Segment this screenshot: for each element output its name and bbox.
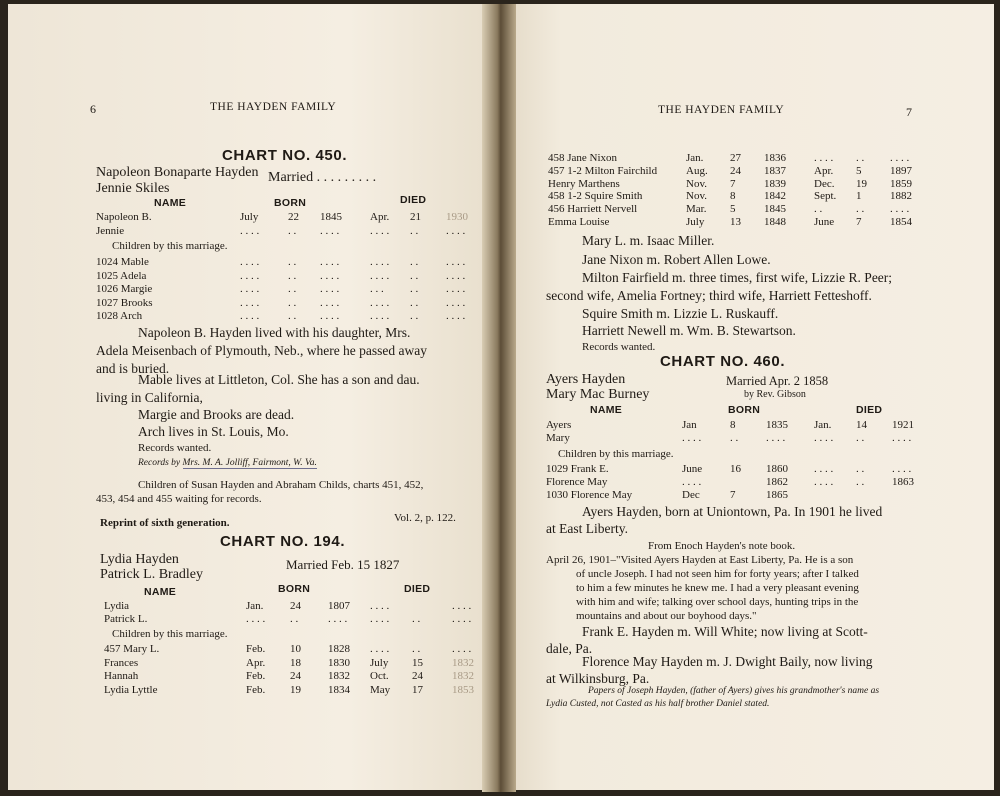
paragraph: Ayers Hayden, born at Uniontown, Pa. In 1901 he lived [582,504,883,519]
cell-dd: 5 [856,164,862,177]
cell-name: Florence May [546,476,608,488]
left-page [8,4,494,790]
cell-dm: . . . . [370,269,390,282]
cell-name: Frances [104,656,139,669]
cell-bm: Jan. [246,600,264,612]
cell-dm: . . . . [370,600,390,612]
quote-line: with him and wife; talking over school days, hunting trips in the [576,596,859,608]
cell-bd: 18 [290,656,301,669]
cell-dm: June [814,216,835,228]
cell-bd: 7 [730,489,736,501]
page-number-left: 6 [90,102,96,116]
col-name-header: NAME [154,197,187,209]
cell-dy: . . . . [452,613,472,625]
records-wanted: Records wanted. [138,442,212,454]
cell-by: 1807 [328,600,350,612]
cell-bd: 8 [730,190,736,203]
paragraph: Mable lives at Littleton, Col. She has a son and dau. [138,372,420,387]
cell-dy: 1859 [890,177,912,190]
cell-dd: . . [856,463,865,475]
cell-dd: 14 [856,419,867,431]
cell-by: . . . . [328,613,348,625]
chart-450-wife: Jennie Skiles [96,181,170,196]
cell-dd: . . [410,256,419,268]
cell-by: 1832 [328,670,350,682]
cell-dy: . . . . [446,283,466,295]
cell-by: . . . . [766,432,786,444]
cell-name: Henry Marthens [548,177,620,190]
cell-dy: 1832 [452,670,474,682]
cell-dm: . . . . [370,296,390,309]
cell-by: . . . . [320,225,340,237]
cell-dd: . . [410,225,419,237]
cell-bm: Jan. [686,152,704,164]
cell-by: 1848 [764,216,786,228]
cell-dy: 1832 [452,656,474,669]
paragraph: Mary L. m. Isaac Miller. [582,233,715,248]
cell-bd: 27 [730,152,741,164]
cell-bm: Mar. [686,203,707,216]
cell-dd: . . [856,152,865,164]
chart-460-officiant: by Rev. Gibson [744,389,806,400]
cell-dd: 15 [412,656,423,669]
chart-460-husband: Ayers Hayden [546,372,626,387]
volume-reference: Vol. 2, p. 122. [394,512,456,524]
cell-dy: . . . . [446,225,466,237]
cell-bd: . . [730,432,739,444]
cell-dy: . . . . [446,296,466,309]
cell-bd: 19 [290,683,301,696]
cell-by: 1835 [766,419,788,431]
cell-by: 1842 [764,190,786,203]
cell-dm: Jan. [814,419,832,431]
paragraph: Harriett Newell m. Wm. B. Stewartson. [582,323,796,338]
cell-bm: . . . . [240,256,260,268]
quote-line: of uncle Joseph. I had not seen him for forty years; after I talked [576,568,859,580]
cell-dd: . . [410,296,419,309]
chart-450-husband: Napoleon Bonaparte Hayden [96,165,259,180]
cell-bm: Dec [682,489,700,501]
cell-name: 1027 Brooks [96,296,153,309]
cell-name: 1030 Florence May [546,489,633,501]
cell-by: 1837 [764,164,786,177]
cell-dy: 1853 [452,683,474,696]
cell-bm: . . . . [240,310,260,322]
cell-name: 456 Harriett Nervell [548,203,638,216]
cell-bm: . . . . [682,432,702,444]
cell-name: 1026 Margie [96,283,153,295]
cell-by: . . . . [320,310,340,322]
chart-194-wife: Patrick L. Bradley [100,567,204,582]
cell-dd: 24 [412,670,423,682]
cell-by: 1860 [766,463,788,475]
cell-name: Jennie [96,225,125,237]
col-name-header: NAME [144,586,177,598]
cell-name: Ayers [546,419,572,431]
cell-dy: . . . . [890,203,910,216]
cell-by: . . . . [320,283,340,295]
note-line: Children of Susan Hayden and Abraham Childs, charts 451, 452, [138,479,424,491]
cell-dm: July [370,656,389,669]
cell-dd: . . [856,203,865,216]
chart-194-married: Married Feb. 15 1827 [286,557,400,572]
cell-bm: July [240,211,259,223]
cell-dd: 7 [856,216,862,228]
cell-bd: . . [288,310,297,322]
cell-dy: . . . . [892,432,912,444]
quote-line: mountains and about our boyhood days." [576,610,757,622]
cell-name: Lydia Lyttle [104,683,158,696]
cell-dy: 1930 [446,211,468,223]
children-label: Children by this marriage. [112,240,228,252]
cell-name: 458 Jane Nixon [548,152,618,164]
cell-bm: . . . . [240,225,260,237]
cell-name: 457 1-2 Milton Fairchild [548,164,658,177]
cell-dd: 1 [856,190,862,203]
cell-bm: July [686,216,705,228]
paragraph: dale, Pa. [546,641,593,656]
cell-by: 1830 [328,656,350,669]
cell-dy: 1921 [892,419,914,431]
cell-bm: . . . . [240,269,260,282]
paragraph: second wife, Amelia Fortney; third wife, Harriett Fetteshoff. [546,288,872,303]
cell-bd: 5 [730,203,736,216]
cell-dd: 17 [412,683,423,696]
paragraph: Squire Smith m. Lizzie L. Ruskauff. [582,306,779,321]
cell-dm: Apr. [370,211,390,223]
paragraph: at East Liberty. [546,521,628,536]
cell-dd: . . [856,432,865,444]
cell-dy: 1854 [890,216,912,228]
cell-by: . . . . [320,269,340,282]
chart-194-title: CHART NO. 194. [220,533,346,550]
cell-by: . . . . [320,256,340,268]
footnote: Papers of Joseph Hayden, (father of Ayers) gives his grandmother's name as [588,686,880,696]
cell-bd: 24 [290,600,301,612]
note-source: From Enoch Hayden's note book. [648,540,796,552]
cell-bd: . . [288,256,297,268]
cell-dy: . . . . [446,310,466,322]
col-died-header: DIED [400,194,427,206]
chart-194-husband: Lydia Hayden [100,552,179,567]
cell-dy: . . . . [452,643,472,655]
cell-dm: . . . . [814,152,834,164]
col-born-header: BORN [728,404,761,416]
paragraph: Margie and Brooks are dead. [138,407,295,422]
cell-dm: . . . . [370,310,390,322]
cell-dm: . . . [370,283,384,295]
cell-bd: 13 [730,216,741,228]
cell-name: 458 1-2 Squire Smith [548,190,643,203]
cell-dm: . . . . [370,613,390,625]
cell-bm: Feb. [246,643,266,655]
cell-bm: Nov. [686,190,707,203]
cell-bd: . . [288,296,297,309]
col-died-header: DIED [404,583,431,595]
col-born-header: BORN [278,583,311,595]
cell-dm: . . . . [370,256,390,268]
cell-bm: Nov. [686,177,707,190]
cell-bd: 8 [730,419,736,431]
quote-line: to him a few minutes he knew me. I had a very pleasant evening [576,582,859,594]
cell-dd: 21 [410,211,421,223]
cell-bm: Jan [682,419,697,431]
cell-bm: Aug. [686,164,708,177]
chart-450-married: Married . . . . . . . . . [268,170,377,185]
children-label: Children by this marriage. [558,448,674,460]
records-wanted: Records wanted. [582,341,656,353]
paragraph: Milton Fairfield m. three times, first wife, Lizzie R. Peer; [582,270,893,285]
cell-dd: . . [856,476,865,488]
reprint-label: Reprint of sixth generation. [100,517,230,529]
cell-dm: Apr. [814,164,834,177]
cell-by: 1836 [764,152,786,164]
cell-dd: . . [412,643,421,655]
cell-name: 457 Mary L. [104,643,160,655]
cell-by: 1845 [320,211,342,223]
chart-460-title: CHART NO. 460. [660,353,786,370]
col-name-header: NAME [590,404,623,416]
paragraph: Florence May Hayden m. J. Dwight Baily, now living [582,654,873,669]
cell-name: 1028 Arch [96,310,143,322]
children-label: Children by this marriage. [112,628,228,640]
running-head-right: THE HAYDEN FAMILY [658,104,785,116]
cell-name: 1025 Adela [96,269,147,282]
cell-dd: . . [410,310,419,322]
col-died-header: DIED [856,404,883,416]
cell-name: Emma Louise [548,216,610,228]
cell-dd: 19 [856,177,867,190]
cell-by: . . . . [320,296,340,309]
cell-dy: 1897 [890,164,912,177]
cell-name: Hannah [104,670,139,682]
paragraph: at Wilkinsburg, Pa. [546,671,650,686]
paragraph: Jane Nixon m. Robert Allen Lowe. [582,252,771,267]
chart-450-title: CHART NO. 450. [222,147,348,164]
paragraph: Adela Meisenbach of Plymouth, Neb., where he passed away [96,343,428,358]
cell-bm: Feb. [246,683,266,696]
cell-dy: . . . . [446,269,466,282]
cell-bd: 16 [730,463,741,475]
right-page [502,4,994,790]
cell-dy: . . . . [446,256,466,268]
running-head-left: THE HAYDEN FAMILY [210,101,337,113]
cell-bd: 22 [288,211,299,223]
chart-460-married: Married Apr. 2 1858 [726,374,829,388]
paragraph: Napoleon B. Hayden lived with his daughter, Mrs. [138,325,411,340]
cell-name: Napoleon B. [96,211,152,223]
cell-dy: 1863 [892,476,914,488]
cell-dm: . . . . [814,432,834,444]
note-line: 453, 454 and 455 waiting for records. [96,493,262,505]
cell-bm: Apr. [246,656,266,669]
cell-dm: Sept. [814,190,837,203]
page-number-right: 7 [906,105,912,119]
cell-bd: . . [288,225,297,237]
cell-name: Lydia [104,600,130,612]
cell-bm: . . . . [240,283,260,295]
cell-bd: 24 [290,670,301,682]
cell-dm: . . . . [814,463,834,475]
cell-by: 1828 [328,643,350,655]
paragraph: and is buried. [96,361,170,376]
cell-by: 1839 [764,177,786,190]
cell-dd: . . [410,283,419,295]
cell-name: Patrick L. [104,613,148,625]
cell-by: 1865 [766,489,788,501]
chart-460-wife: Mary Mac Burney [546,387,650,402]
cell-dd: . . [410,269,419,282]
paragraph: Arch lives in St. Louis, Mo. [138,424,289,439]
cell-dy: . . . . [892,463,912,475]
cell-dm: . . . . [370,643,390,655]
cell-dy: . . . . [452,600,472,612]
cell-by: 1862 [766,476,788,488]
cell-dm: May [370,683,391,696]
cell-dy: . . . . [890,152,910,164]
cell-bm: . . . . [682,476,702,488]
footnote: Lydia Custed, not Casted as his half brother Daniel stated. [546,699,770,709]
cell-name: 1024 Mable [96,256,149,268]
cell-bd: 24 [730,164,741,177]
cell-dm: Oct. [370,670,389,682]
cell-bd: 10 [290,643,301,655]
paragraph: Frank E. Hayden m. Will White; now living at Scott- [582,624,868,639]
paragraph: living in California, [96,390,203,405]
cell-dd: . . [412,613,421,625]
col-born-header: BORN [274,197,307,209]
cell-bm: Feb. [246,670,266,682]
cell-dm: Dec. [814,177,835,190]
cell-dm: . . . . [814,476,834,488]
cell-name: Mary [546,432,570,444]
cell-bm: . . . . [240,296,260,309]
cell-dy: 1882 [890,190,912,203]
cell-bd: 7 [730,177,736,190]
cell-by: 1834 [328,683,350,696]
cell-bd: . . [288,283,297,295]
records-by: Records by Mrs. M. A. Jolliff, Fairmont, W. Va. [138,458,317,468]
cell-bm: June [682,463,703,475]
cell-name: 1029 Frank E. [546,463,609,475]
book-spread [8,4,994,792]
cell-bm: . . . . [246,613,266,625]
cell-dm: . . [814,203,823,216]
cell-bd: . . [288,269,297,282]
quote-line: April 26, 1901–"Visited Ayers Hayden at East Liberty, Pa. He is a son [546,554,854,566]
cell-dm: . . . . [370,225,390,237]
book-gutter [482,4,516,792]
cell-by: 1845 [764,203,786,216]
cell-bd: . . [290,613,299,625]
